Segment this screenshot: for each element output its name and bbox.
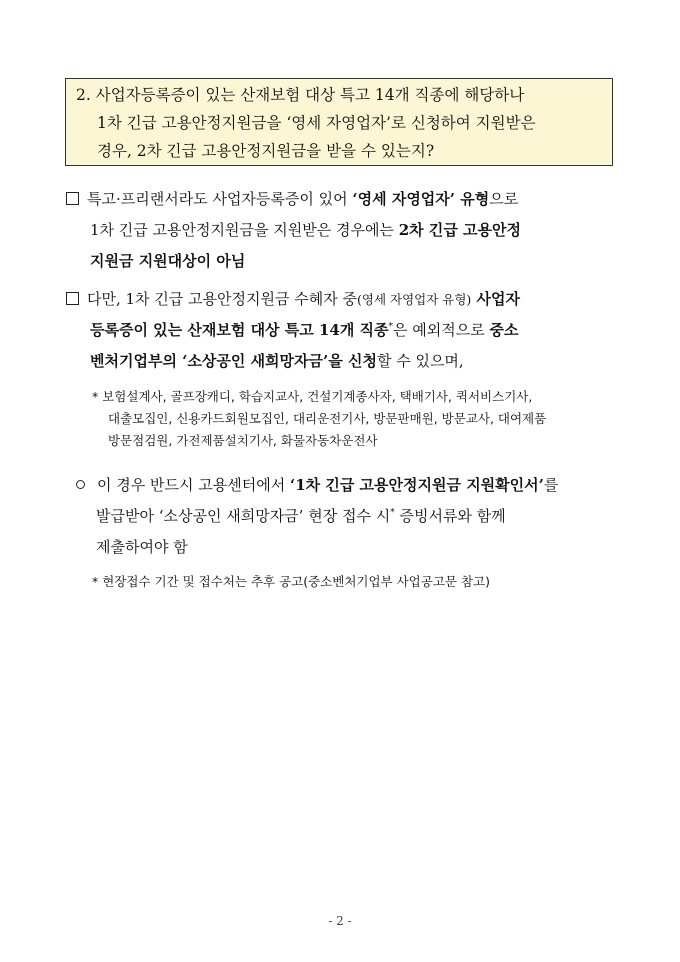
question-line-3: 경우, 2차 긴급 고용안정지원금을 받을 수 있는지? [97,142,435,160]
question-line-1: 2. 사업자등록증이 있는 산재보험 대상 특고 14개 직종에 해당하나 [76,86,525,104]
sub-line-3: 제출하여야 함 [96,538,188,556]
answer-1-line-2: 1차 긴급 고용안정지원금을 지원받은 경우에는 2차 긴급 고용안정 [90,221,522,239]
footnote-line-3: 방문점검원, 가전제품설치기사, 화물자동차운전사 [108,433,378,448]
footnote-2-line-1: * 현장접수 기간 및 접수처는 추후 공고(중소벤처기업부 사업공고문 참고) [92,574,490,589]
square-bullet-icon [66,292,79,305]
answer-2-line-1: 다만, 1차 긴급 고용안정지원금 수혜자 중(영세 자영업자 유형) 사업자 [66,284,626,315]
answer-paragraph-2 [66,284,626,377]
circle-bullet-icon [76,480,85,489]
sub-paragraph [76,470,636,563]
square-bullet-icon [66,192,79,205]
answer-paragraph-1 [66,184,626,277]
sub-line-2: 발급받아 ‘소상공인 새희망자금’ 현장 접수 시* 증빙서류와 함께 [96,507,506,525]
sub-line-1: 이 경우 반드시 고용센터에서 ‘1차 긴급 고용안정지원금 지원확인서’를 [76,470,636,501]
answer-2-line-2: 등록증이 있는 산재보험 대상 특고 14개 직종*은 예외적으로 중소 [90,321,519,339]
footnote-line-1: * 보험설계사, 골프장캐디, 학습지교사, 건설기계종사자, 택배기사, 퀵서비스기사, [92,389,533,404]
occupation-footnote [92,386,632,452]
question-box [65,78,613,166]
page-number: - 2 - [328,914,352,928]
answer-1-line-3: 지원금 지원대상이 아님 [90,252,246,270]
answer-2-line-3: 벤처기업부의 ‘소상공인 새희망자금’을 신청할 수 있으며, [90,352,464,370]
reception-footnote [92,571,632,593]
question-line-2: 1차 긴급 고용안정지원금을 ‘영세 자영업자’로 신청하여 지원받은 [97,114,536,132]
footnote-line-2: 대출모집인, 신용카드회원모집인, 대리운전기사, 방문판매원, 방문교사, 대여제품 [108,411,547,426]
answer-1-line-1: 특고·프리랜서라도 사업자등록증이 있어 ‘영세 자영업자’ 유형으로 [66,184,626,215]
